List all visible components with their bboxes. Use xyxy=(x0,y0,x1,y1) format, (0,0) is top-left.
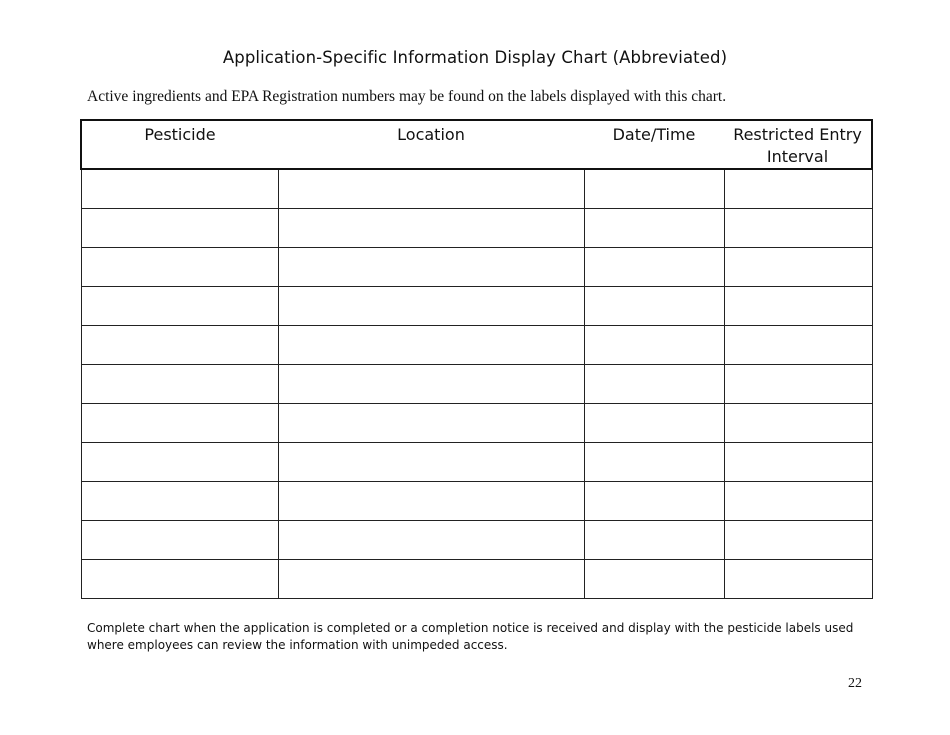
table-header-row xyxy=(81,120,872,169)
table-cell[interactable] xyxy=(278,443,584,482)
table-cell[interactable] xyxy=(278,404,584,443)
table-row xyxy=(81,560,872,599)
header-date-time: Date/Time xyxy=(584,120,724,169)
table-row xyxy=(81,209,872,248)
table-cell[interactable] xyxy=(81,365,278,404)
table-cell[interactable] xyxy=(724,365,872,404)
table-cell[interactable] xyxy=(584,248,724,287)
table-cell[interactable] xyxy=(584,326,724,365)
header-pesticide: Pesticide xyxy=(81,120,278,169)
table-cell[interactable] xyxy=(724,404,872,443)
table-row xyxy=(81,287,872,326)
table-cell[interactable] xyxy=(724,248,872,287)
table-cell[interactable] xyxy=(584,365,724,404)
table-cell[interactable] xyxy=(81,443,278,482)
table-cell[interactable] xyxy=(278,209,584,248)
table-cell[interactable] xyxy=(584,404,724,443)
table-cell[interactable] xyxy=(278,169,584,209)
table-cell[interactable] xyxy=(81,560,278,599)
table-cell[interactable] xyxy=(724,326,872,365)
table-row xyxy=(81,326,872,365)
table-cell[interactable] xyxy=(724,443,872,482)
table-row xyxy=(81,248,872,287)
table-cell[interactable] xyxy=(278,365,584,404)
table-cell[interactable] xyxy=(584,560,724,599)
subtitle-note: Active ingredients and EPA Registration numbers may be found on the labels displayed with this chart. xyxy=(87,88,727,105)
table-row xyxy=(81,404,872,443)
table-cell[interactable] xyxy=(81,287,278,326)
table-cell[interactable] xyxy=(724,287,872,326)
table-cell[interactable] xyxy=(81,326,278,365)
table-cell[interactable] xyxy=(278,287,584,326)
table-row xyxy=(81,365,872,404)
display-chart-table xyxy=(80,119,873,599)
table-cell[interactable] xyxy=(278,248,584,287)
table-cell[interactable] xyxy=(81,209,278,248)
page-number: 22 xyxy=(848,676,862,691)
table-cell[interactable] xyxy=(81,521,278,560)
table-cell[interactable] xyxy=(584,287,724,326)
table-cell[interactable] xyxy=(584,169,724,209)
table-cell[interactable] xyxy=(724,521,872,560)
table-cell[interactable] xyxy=(724,209,872,248)
header-restricted-entry-interval: Restricted Entry Interval xyxy=(724,120,872,169)
table-cell[interactable] xyxy=(81,169,278,209)
table-cell[interactable] xyxy=(724,560,872,599)
table-row xyxy=(81,169,872,209)
table-body xyxy=(81,169,872,599)
header-location: Location xyxy=(278,120,584,169)
table-cell[interactable] xyxy=(278,521,584,560)
table-cell[interactable] xyxy=(584,521,724,560)
table-cell[interactable] xyxy=(724,482,872,521)
page-title: Application-Specific Information Display Chart (Abbreviated) xyxy=(222,48,728,67)
table-cell[interactable] xyxy=(584,482,724,521)
table-row xyxy=(81,482,872,521)
table-cell[interactable] xyxy=(81,248,278,287)
table-cell[interactable] xyxy=(584,443,724,482)
table-cell[interactable] xyxy=(278,482,584,521)
table-cell[interactable] xyxy=(278,560,584,599)
table-row xyxy=(81,443,872,482)
table-row xyxy=(81,521,872,560)
table-cell[interactable] xyxy=(81,482,278,521)
table-cell[interactable] xyxy=(724,169,872,209)
table-cell[interactable] xyxy=(81,404,278,443)
table-cell[interactable] xyxy=(584,209,724,248)
table-cell[interactable] xyxy=(278,326,584,365)
footnote: Complete chart when the application is completed or a completion notice is received and display with the pesticide labels used where employees can review the information with unimpeded access. xyxy=(87,621,854,652)
